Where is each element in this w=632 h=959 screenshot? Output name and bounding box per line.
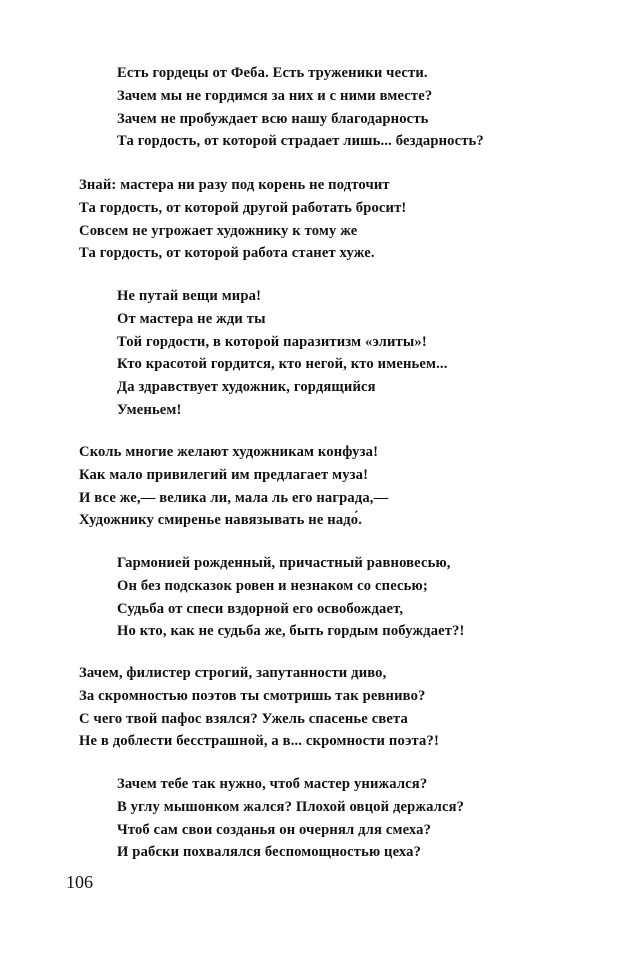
verse-line: С чего твой пафос взялся? Ужель спасенье света	[79, 710, 408, 727]
verse-line: За скромностью поэтов ты смотришь так ревниво?	[79, 687, 426, 704]
page-number: 106	[66, 872, 93, 892]
verse-line: Сколь многие желают художникам конфуза!	[79, 444, 379, 460]
stanza-6	[0, 662, 632, 753]
verse-line: И все же,— велика ли, мала ль его награда,—	[79, 489, 389, 506]
verse-line: Совсем не угрожает художнику к тому же	[79, 222, 358, 239]
verse-line: Кто красотой гордится, кто негой, кто именьем...	[117, 356, 448, 373]
verse-line: Чтоб сам свои созданья он очернял для смеха?	[117, 821, 432, 838]
verse-line: Та гордость, от которой страдает лишь... бездарность?	[117, 133, 484, 150]
stanza-4	[0, 441, 632, 532]
verse-line: Та гордость, от которой работа станет хуже.	[79, 245, 375, 262]
verse-line: Зачем тебе так нужно, чтоб мастер унижался?	[117, 776, 428, 792]
verse-line: Уменьем!	[117, 401, 182, 418]
verse-line: Как мало привилегий им предлагает муза!	[79, 466, 369, 483]
verse-line: Есть гордецы от Феба. Есть труженики чести.	[117, 65, 428, 81]
verse-line: Не в доблести бесстрашной, а в... скромности поэта?!	[79, 733, 439, 750]
verse-line: Зачем не пробуждает всю нашу благодарность	[117, 110, 429, 127]
verse-line: От мастера не жди ты	[117, 310, 266, 327]
verse-line: Той гордости, в которой паразитизм «элиты»!	[117, 333, 427, 350]
stanza-2	[0, 174, 632, 265]
stanza-7	[0, 773, 632, 864]
verse-line: Гармонией рожденный, причастный равновесью,	[117, 555, 451, 571]
stanza-1	[0, 62, 632, 153]
verse-line: Та гордость, от которой другой работать бросит!	[79, 199, 407, 216]
verse-line: Художнику смиренье навязывать не надо́.	[79, 512, 363, 529]
verse-line: Зачем, филистер строгий, запутанности диво,	[79, 665, 387, 681]
verse-line: Знай: мастера ни разу под корень не подточит	[79, 177, 390, 193]
verse-line: Но кто, как не судьба же, быть гордым побуждает?!	[117, 623, 465, 640]
verse-line: Он без подсказок ровен и незнаком со спесью;	[117, 577, 428, 594]
verse-line: Зачем мы не гордимся за них и с ними вместе?	[117, 87, 433, 104]
verse-line: И рабски похвалялся беспомощностью цеха?	[117, 844, 422, 861]
verse-line: Судьба от спеси вздорной его освобождает,	[117, 600, 404, 617]
verse-line: Да здравствует художник, гордящийся	[117, 379, 376, 396]
stanza-3	[0, 285, 632, 422]
stanza-5	[0, 552, 632, 643]
verse-line: Не путай вещи мира!	[117, 288, 262, 304]
verse-line: В углу мышонком жался? Плохой овцой держался?	[117, 798, 465, 815]
